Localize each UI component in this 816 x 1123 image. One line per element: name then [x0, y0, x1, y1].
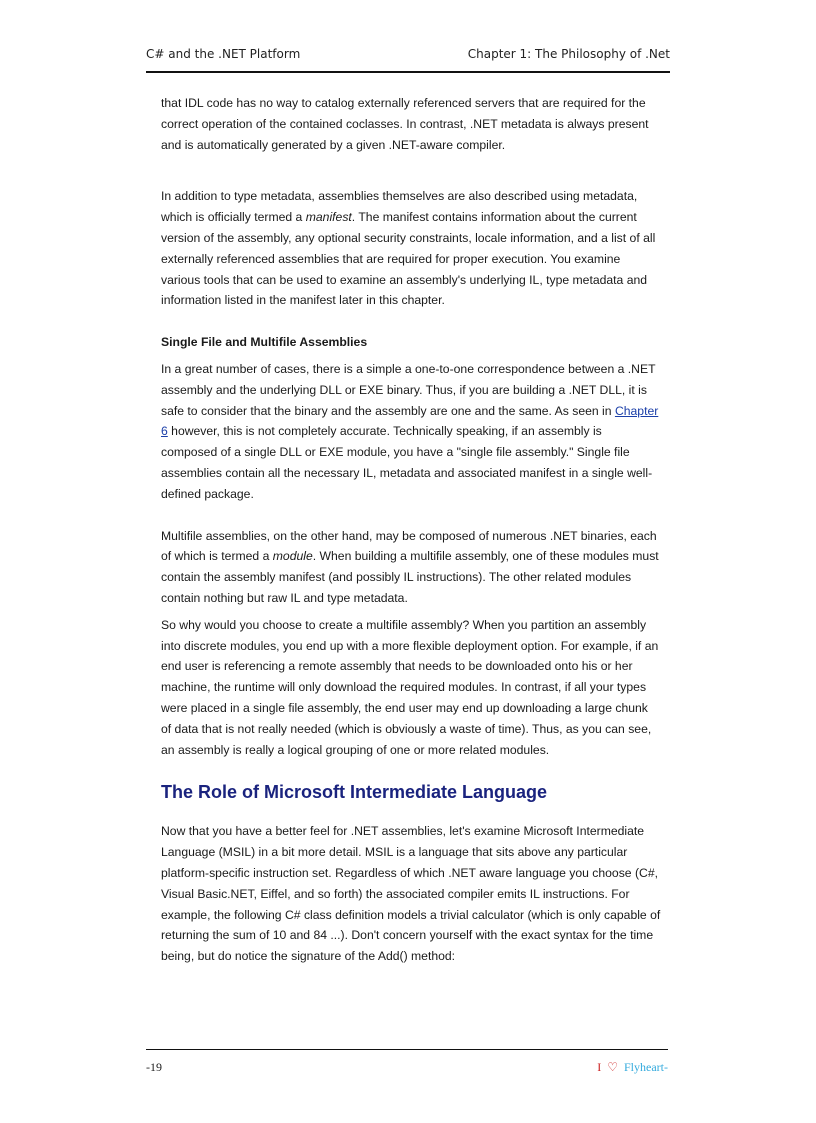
subheading-single-multifile: Single File and Multifile Assemblies — [161, 335, 368, 350]
footer-brand-name: Flyheart- — [624, 1060, 668, 1074]
paragraph-single-file-text-2: however, this is not completely accurate. Technically speaking, if an assembly is composed of a single DLL or EXE module, you have a "single file assembly." Single file assemblies contain all the necessary IL, metadata and associated manifest in a single well-defined package. — [161, 424, 653, 501]
module-term: module — [272, 549, 313, 564]
header-chapter-title: Chapter 1: The Philosophy of .Net — [467, 47, 670, 61]
header-divider — [146, 71, 670, 73]
paragraph-idl-metadata: that IDL code has no way to catalog externally referenced servers that are required for the correct operation of the contained coclasses. In contrast, .NET metadata is always present and is automatically generated by a given .NET-aware compiler. — [161, 96, 649, 152]
header-book-title: C# and the .NET Platform — [146, 47, 301, 61]
manifest-term: manifest — [305, 210, 352, 225]
paragraph-single-file — [161, 359, 661, 505]
page-content — [161, 93, 661, 967]
paragraph-multifile-text-1: Multifile assemblies, on the other hand, may be composed of numerous .NET binaries, each of which is termed a — [161, 528, 657, 564]
paragraph-multifile-text-2: . When building a multifile assembly, one of these modules must contain the assembly manifest (and possibly IL instructions). The other related modules contain nothing but raw IL and type metadata. — [161, 549, 659, 605]
section-title-msil: The Role of Microsoft Intermediate Language — [161, 782, 548, 803]
paragraph-manifest-text-1: In addition to type metadata, assemblies themselves are also described using metadata, which is officially termed a — [161, 189, 638, 225]
page-header — [146, 47, 670, 69]
chapter-6-link[interactable]: Chapter 6 — [161, 403, 659, 439]
paragraph-multifile — [161, 526, 661, 609]
footer-brand-prefix: I — [597, 1060, 602, 1074]
paragraph-manifest — [161, 186, 661, 311]
page-number: -19 — [146, 1060, 162, 1074]
paragraph-why-multifile: So why would you choose to create a multifile assembly? When you partition an assembly into discrete modules, you end up with a more flexible deployment option. For example, if an end user is referencing a remote assembly that needs to be downloaded onto his or her machine, the runtime will only download the required modules. In contrast, if all your types were placed in a single file assembly, the end user may end up downloading a large chunk of data that is not really needed (which is obviously a waste of time). Thus, as you can see, an assembly is really a logical grouping of one or more related modules. — [161, 617, 659, 757]
paragraph-msil-intro: Now that you have a better feel for .NET assemblies, let's examine Microsoft Intermediate Language (MSIL) in a bit more detail. MSIL is a language that sits above any particular platform-specific instruction set. Regardless of which .NET aware language you choose (C#, Visual Basic.NET, Eiffel, and so forth) the associated compiler emits IL instructions. For example, the following C# class definition models a trivial calculator (which is only capable of returning the sum of 10 and 84 ...). Don't concern yourself with the exact syntax for the time being, but do notice the signature of the Add() method: — [161, 824, 661, 964]
paragraph-single-file-text-1: In a great number of cases, there is a simple a one-to-one correspondence between a .NET assembly and the underlying DLL or EXE binary. Thus, if you are building a .NET DLL, it is safe to consider that the binary and the assembly are one and the same. As seen in — [161, 361, 656, 418]
paragraph-manifest-text-2: . The manifest contains information about the current version of the assembly, any optional security constraints, locale information, and a list of all externally referenced assemblies that are required for proper execution. You examine various tools that can be used to examine an assembly's underlying IL, type metadata and information listed in the manifest later in this chapter. — [161, 210, 656, 308]
heart-icon: ♡ — [607, 1060, 618, 1074]
footer-divider — [146, 1049, 668, 1050]
footer-brand — [597, 1060, 668, 1075]
